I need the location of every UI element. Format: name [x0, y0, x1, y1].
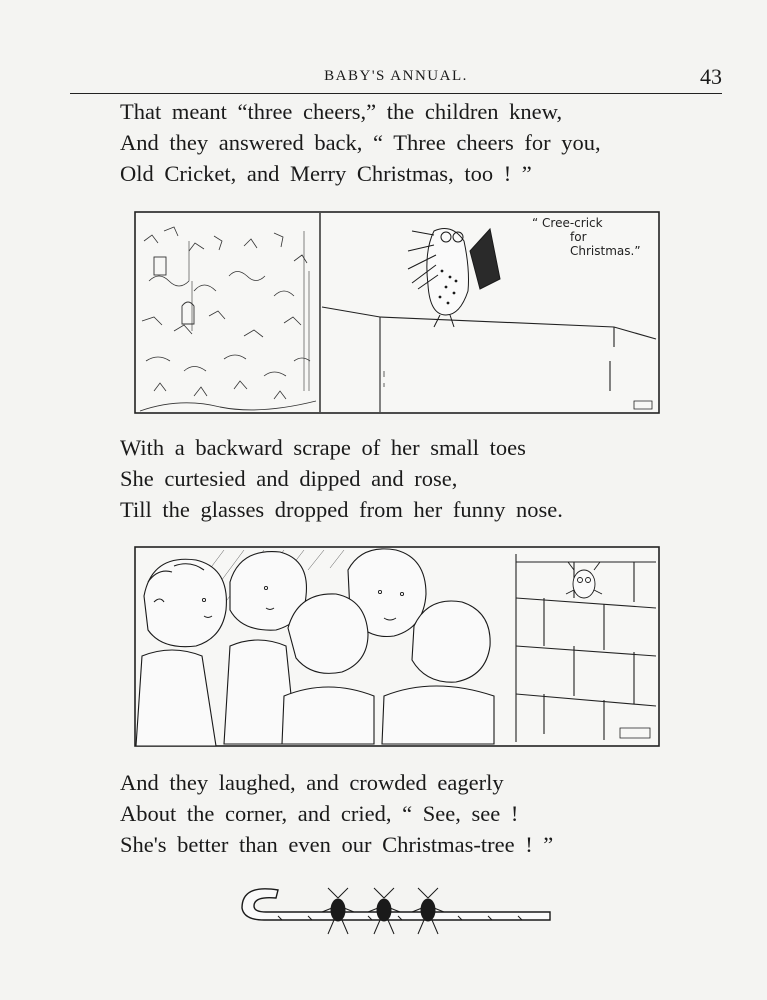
verse-line: And they laughed, and crowded eagerly	[120, 770, 504, 795]
illustration-children-at-wall	[134, 546, 660, 747]
caption-line: “ Cree-crick	[532, 216, 603, 230]
verse-line: Till the glasses dropped from her funny nose.	[120, 497, 563, 522]
header-rule	[70, 93, 722, 94]
caption-line: for	[570, 230, 587, 244]
stanza-2	[120, 432, 700, 525]
verse-line: She's better than even our Christmas-tree ! ”	[120, 832, 554, 857]
verse-line: And they answered back, “ Three cheers for you,	[120, 130, 601, 155]
page-number: 43	[700, 64, 722, 89]
cricket-dancer-icon	[368, 888, 400, 934]
stanza-3	[120, 767, 700, 860]
verse-line: Old Cricket, and Merry Christmas, too ! ”	[120, 161, 532, 186]
tailpiece-ornament	[238, 876, 556, 946]
caption-line: Christmas.”	[570, 244, 641, 258]
candy-cane-icon	[242, 889, 550, 920]
cricket-dancer-icon	[322, 888, 354, 934]
verse-line: That meant “three cheers,” the children knew,	[120, 99, 563, 124]
running-head	[70, 62, 722, 92]
stanza-1	[120, 96, 700, 189]
running-title: BABY'S ANNUAL.	[324, 68, 468, 84]
verse-line: She curtesied and dipped and rose,	[120, 466, 458, 491]
illustration-cricket-on-wall	[134, 211, 660, 414]
verse-line: About the corner, and cried, “ See, see !	[120, 801, 519, 826]
cricket-dancer-icon	[412, 888, 444, 934]
verse-line: With a backward scrape of her small toes	[120, 435, 526, 460]
